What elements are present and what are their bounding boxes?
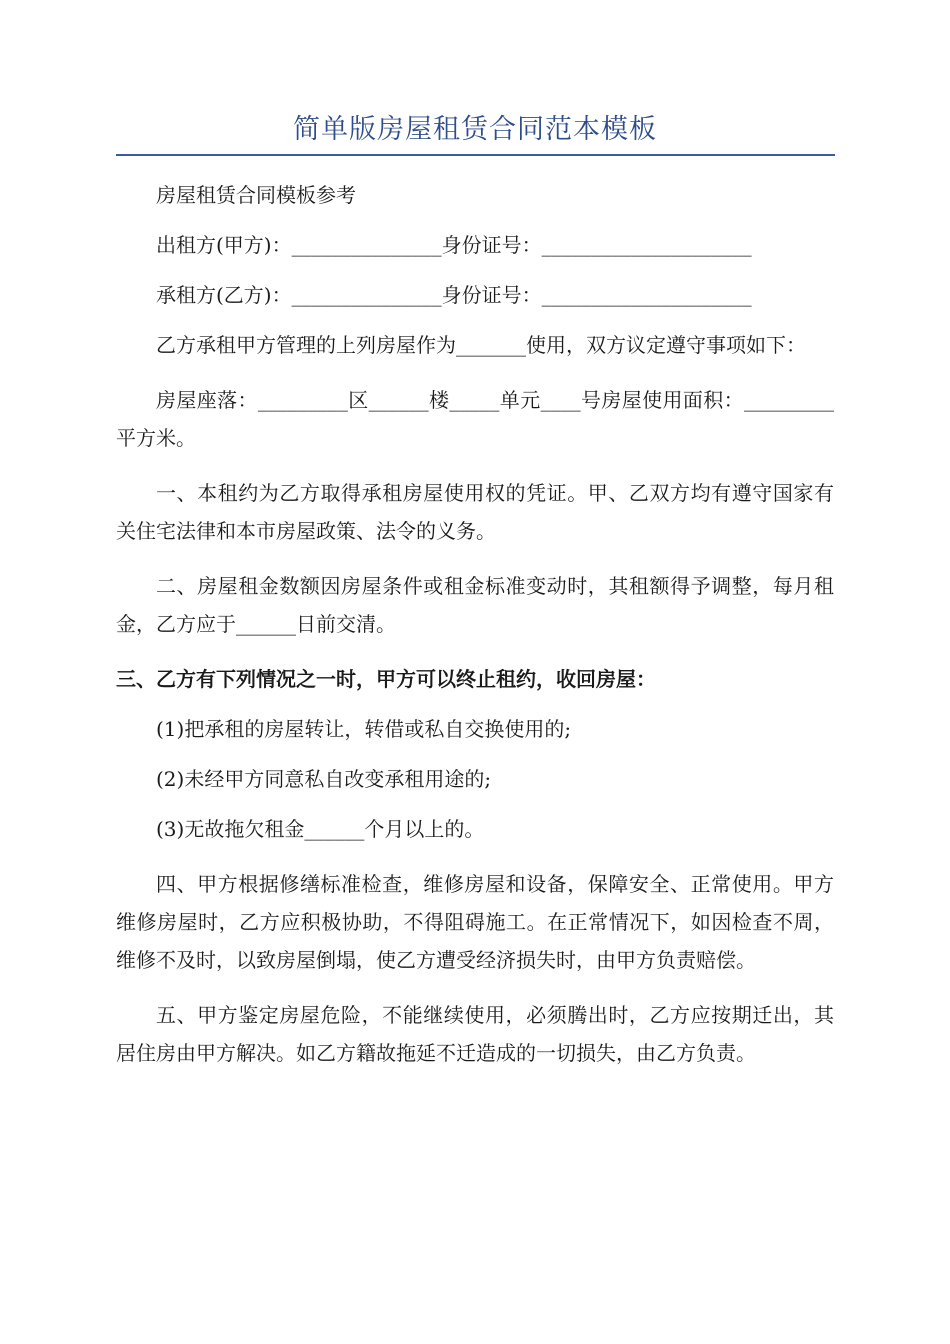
clause-3-heading: 三、乙方有下列情况之一时，甲方可以终止租约，收回房屋： [116, 667, 656, 691]
paragraph-lessee: 承租方(乙方)：_______________身份证号：_____________________ [156, 283, 752, 307]
paragraph-location: 房屋座落：_________区______楼_____单元____号房屋使用面积：_________平方米。 [116, 388, 834, 450]
clause-5: 五、甲方鉴定房屋危险，不能继续使用，必须腾出时，乙方应按期迁出，其居住房由甲方解决。如乙方籍故拖延不迁造成的一切损失，由乙方负责。 [116, 1003, 834, 1065]
clause-3-item-2: (2)未经甲方同意私自改变承租用途的; [156, 767, 492, 791]
clause-4: 四、甲方根据修缮标准检查，维修房屋和设备，保障安全、正常使用。甲方维修房屋时，乙方应积极协助，不得阻碍施工。在正常情况下，如因检查不周，维修不及时，以致房屋倒塌，使乙方遭受经济损失时，由甲方负责赔偿。 [116, 872, 834, 972]
document-title: 简单版房屋租赁合同范本模板 [293, 114, 657, 145]
clause-3-item-3: (3)无故拖欠租金______个月以上的。 [156, 817, 485, 841]
paragraph-usage: 乙方承租甲方管理的上列房屋作为_______使用，双方议定遵守事项如下： [156, 333, 806, 357]
clause-2: 二、房屋租金数额因房屋条件或租金标准变动时，其租额得予调整，每月租金，乙方应于______日前交清。 [116, 574, 834, 636]
clause-1: 一、本租约为乙方取得承租房屋使用权的凭证。甲、乙双方均有遵守国家有关住宅法律和本市房屋政策、法令的义务。 [116, 481, 834, 543]
paragraph-subtitle: 房屋租赁合同模板参考 [156, 183, 356, 207]
clause-3-item-1: (1)把承租的房屋转让，转借或私自交换使用的; [156, 717, 572, 741]
title-underline [116, 154, 835, 156]
document-body [116, 176, 834, 1089]
paragraph-lessor: 出租方(甲方)：_______________身份证号：_____________________ [156, 233, 752, 257]
